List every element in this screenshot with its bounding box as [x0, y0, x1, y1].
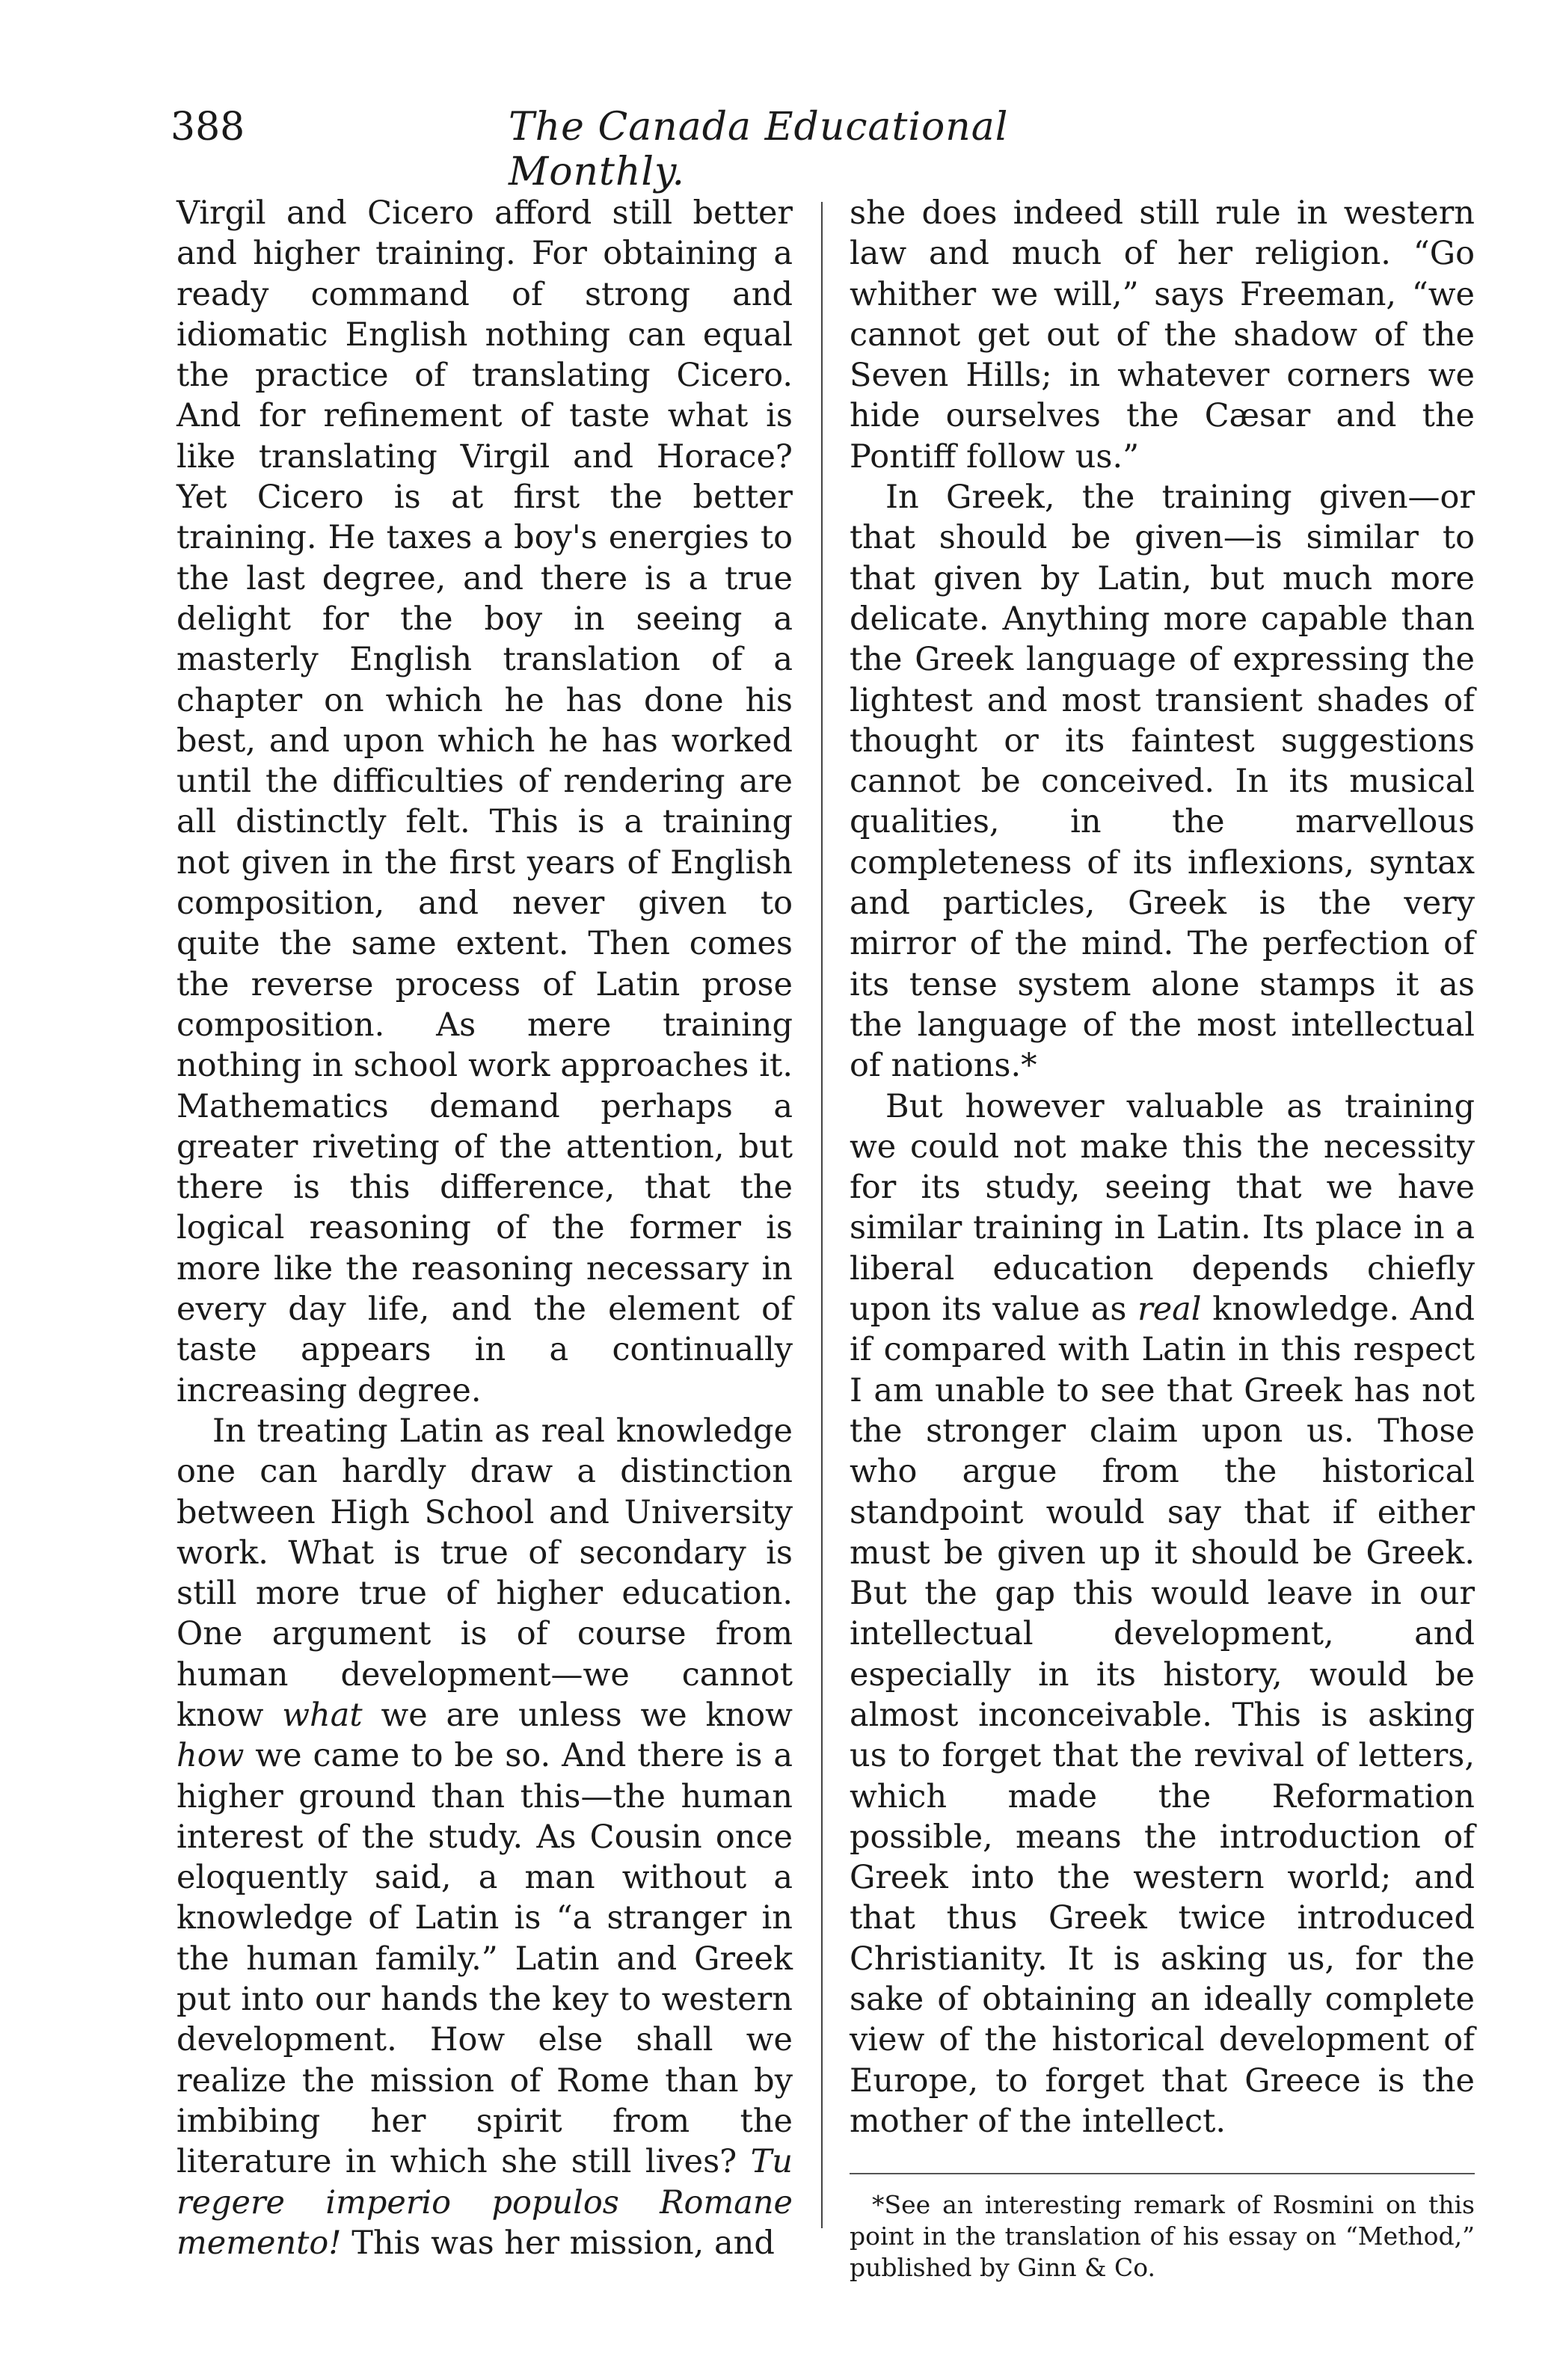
left-paragraph-2 — [176, 1411, 793, 2263]
page-number: 388 — [171, 105, 245, 150]
left-paragraph-2-text-a: In treating Latin as real knowledge one can hardly draw a distinction between High School and University work. What is true of secondary is still more true of higher education. One argument is of course from human development—we cannot know — [176, 1412, 793, 1734]
running-title: The Canada Educational Monthly. — [509, 105, 1009, 194]
right-column — [850, 193, 1475, 2141]
left-column — [176, 193, 793, 2263]
left-paragraph-2-text-d: This was her mission, and — [341, 2224, 775, 2262]
right-paragraph-3-text-a: But however valuable as training we could not make this the necessity for its study, seeing that we have similar training in Latin. Its place in a liberal education depends chiefly upon its value as — [850, 1087, 1475, 1329]
right-paragraph-3 — [850, 1086, 1475, 2142]
left-paragraph-2-text-b: we are unless we know — [362, 1696, 793, 1734]
footnote — [850, 2189, 1475, 2284]
emphasis-real: real — [1137, 1291, 1202, 1329]
right-paragraph-1: she does indeed still rule in western law and much of her religion. “Go whither we will,” says Freeman, “we cannot get out of the shadow of the Seven Hills; in whatever corners we hide ourselves the Cæsar and the Pontiff follow us.” — [850, 194, 1475, 476]
latin-quotation: Tu regere imperio populos Romane memento! — [176, 2143, 793, 2262]
footnote-divider — [850, 2173, 1475, 2174]
left-paragraph-2-text-c: we came to be so. And there is a higher ground than this—the human interest of the study. As Cousin once eloquently said, a man without a knowledge of Latin is “a stranger in the human family.” Latin and Greek put into our hands the key to western development. How else shall we realize the mission of Rome than by imbibing her spirit from the literature in which she still lives? — [176, 1737, 793, 2181]
emphasis-what: what — [282, 1696, 363, 1734]
emphasis-how: how — [176, 1737, 245, 1775]
right-paragraph-2: In Greek, the training given—or that should be given—is similar to that given by Latin, but much more delicate. Anything more capable than the Greek language of expressing the lightest and most transient shades of thought or its faintest suggestions cannot be conceived. In its musical qualities, in the marvellous completeness of its inflexions, syntax and particles, Greek is the very mirror of the mind. The perfection of its tense system alone stamps it as the language of the most intellectual of nations.* — [850, 479, 1475, 1085]
column-divider — [821, 202, 823, 2228]
footnote-text: *See an interesting remark of Rosmini on this point in the translation of his essay on “Method,” published by Ginn & Co. — [850, 2190, 1475, 2282]
left-paragraph-1: Virgil and Cicero afford still better and higher training. For obtaining a ready command of strong and idiomatic English nothing can equal the practice of translating Cicero. And for refinement of taste what is like translating Virgil and Horace? Yet Cicero is at first the better training. He taxes a boy's energies to the last degree, and there is a true delight for the boy in seeing a masterly English translation of a chapter on which he has done his best, and upon which he has worked until the difficulties of rendering are all distinctly felt. This is a training not given in the first years of English composition, and never given to quite the same extent. Then comes the reverse process of Latin prose composition. As mere training nothing in school work approaches it. Mathematics demand perhaps a greater riveting of the attention, but there is this difference, that the logical reasoning of the former is more like the reasoning necessary in every day life, and the element of taste appears in a continually increasing degree. — [176, 194, 793, 1409]
right-paragraph-3-text-b: knowledge. And if compared with Latin in this respect I am unable to see that Greek has not the stronger claim upon us. Those who argue from the historical standpoint would say that if either must be given up it should be Greek. But the gap this would leave in our intellectual development, and especially in its history, would be almost inconceivable. This is asking us to forget that the revival of letters, which made the Reformation possible, means the introduction of Greek into the western world; and that thus Greek twice introduced Christianity. It is asking us, for the sake of obtaining an ideally complete view of the historical development of Europe, to forget that Greece is the mother of the intellect. — [850, 1291, 1475, 2140]
